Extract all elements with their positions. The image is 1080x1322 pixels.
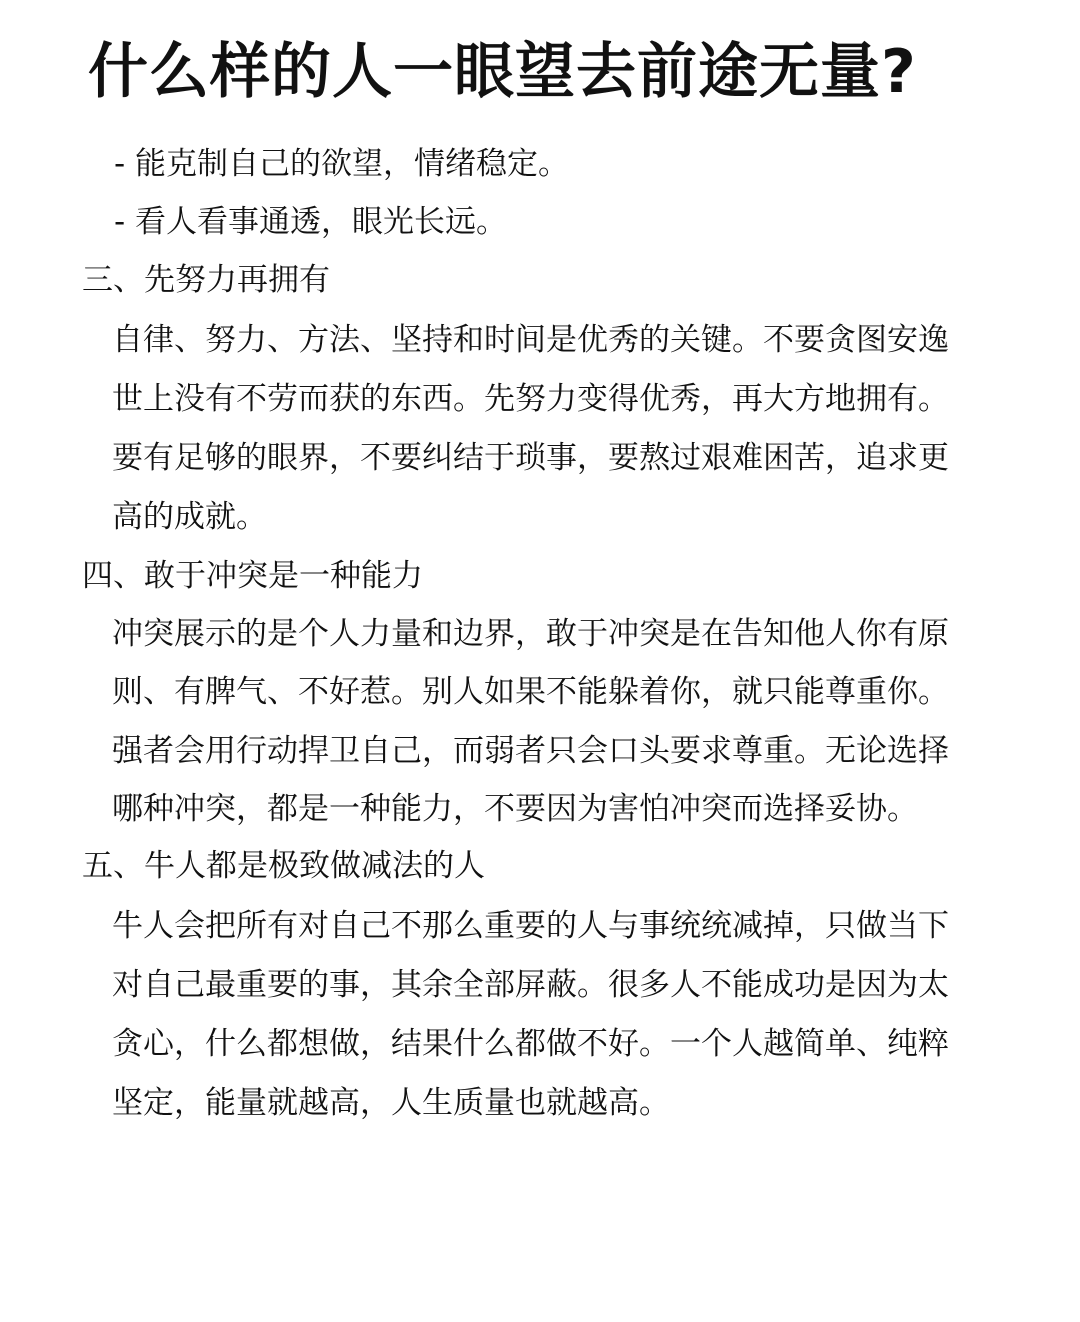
paragraph-line: 哪种冲突，都是一种能力，不要因为害怕冲突而选择妥协。 (112, 791, 918, 827)
paragraph-line: 强者会用行动捍卫自己，而弱者只会口头要求尊重。无论选择 (112, 733, 949, 769)
paragraph-line: 自律、努力、方法、坚持和时间是优秀的关键。不要贪图安逸 (112, 322, 949, 358)
bullet-item: - 看人看事通透，眼光长远。 (114, 204, 508, 240)
paragraph-line: 则、有脾气、不好惹。别人如果不能躲着你，就只能尊重你。 (112, 674, 949, 710)
paragraph-line: 贪心，什么都想做，结果什么都做不好。一个人越简单、纯粹 (112, 1026, 949, 1062)
bullet-item: - 能克制自己的欲望，情绪稳定。 (114, 146, 570, 182)
page-title: 什么样的人一眼望去前途无量? (88, 37, 917, 107)
section-heading: 五、牛人都是极致做减法的人 (82, 848, 485, 884)
paragraph-line: 牛人会把所有对自己不那么重要的人与事统统减掉，只做当下 (112, 908, 949, 944)
paragraph-line: 要有足够的眼界，不要纠结于琐事，要熬过艰难困苦，追求更 (112, 440, 949, 476)
section-heading: 四、敢于冲突是一种能力 (82, 558, 423, 594)
paragraph-line: 世上没有不劳而获的东西。先努力变得优秀，再大方地拥有。 (112, 381, 949, 417)
section-heading: 三、先努力再拥有 (82, 262, 330, 298)
paragraph-line: 高的成就。 (112, 499, 267, 535)
paragraph-line: 坚定，能量就越高，人生质量也就越高。 (112, 1085, 670, 1121)
paragraph-line: 冲突展示的是个人力量和边界，敢于冲突是在告知他人你有原 (112, 616, 949, 652)
paragraph-line: 对自己最重要的事，其余全部屏蔽。很多人不能成功是因为太 (112, 967, 949, 1003)
